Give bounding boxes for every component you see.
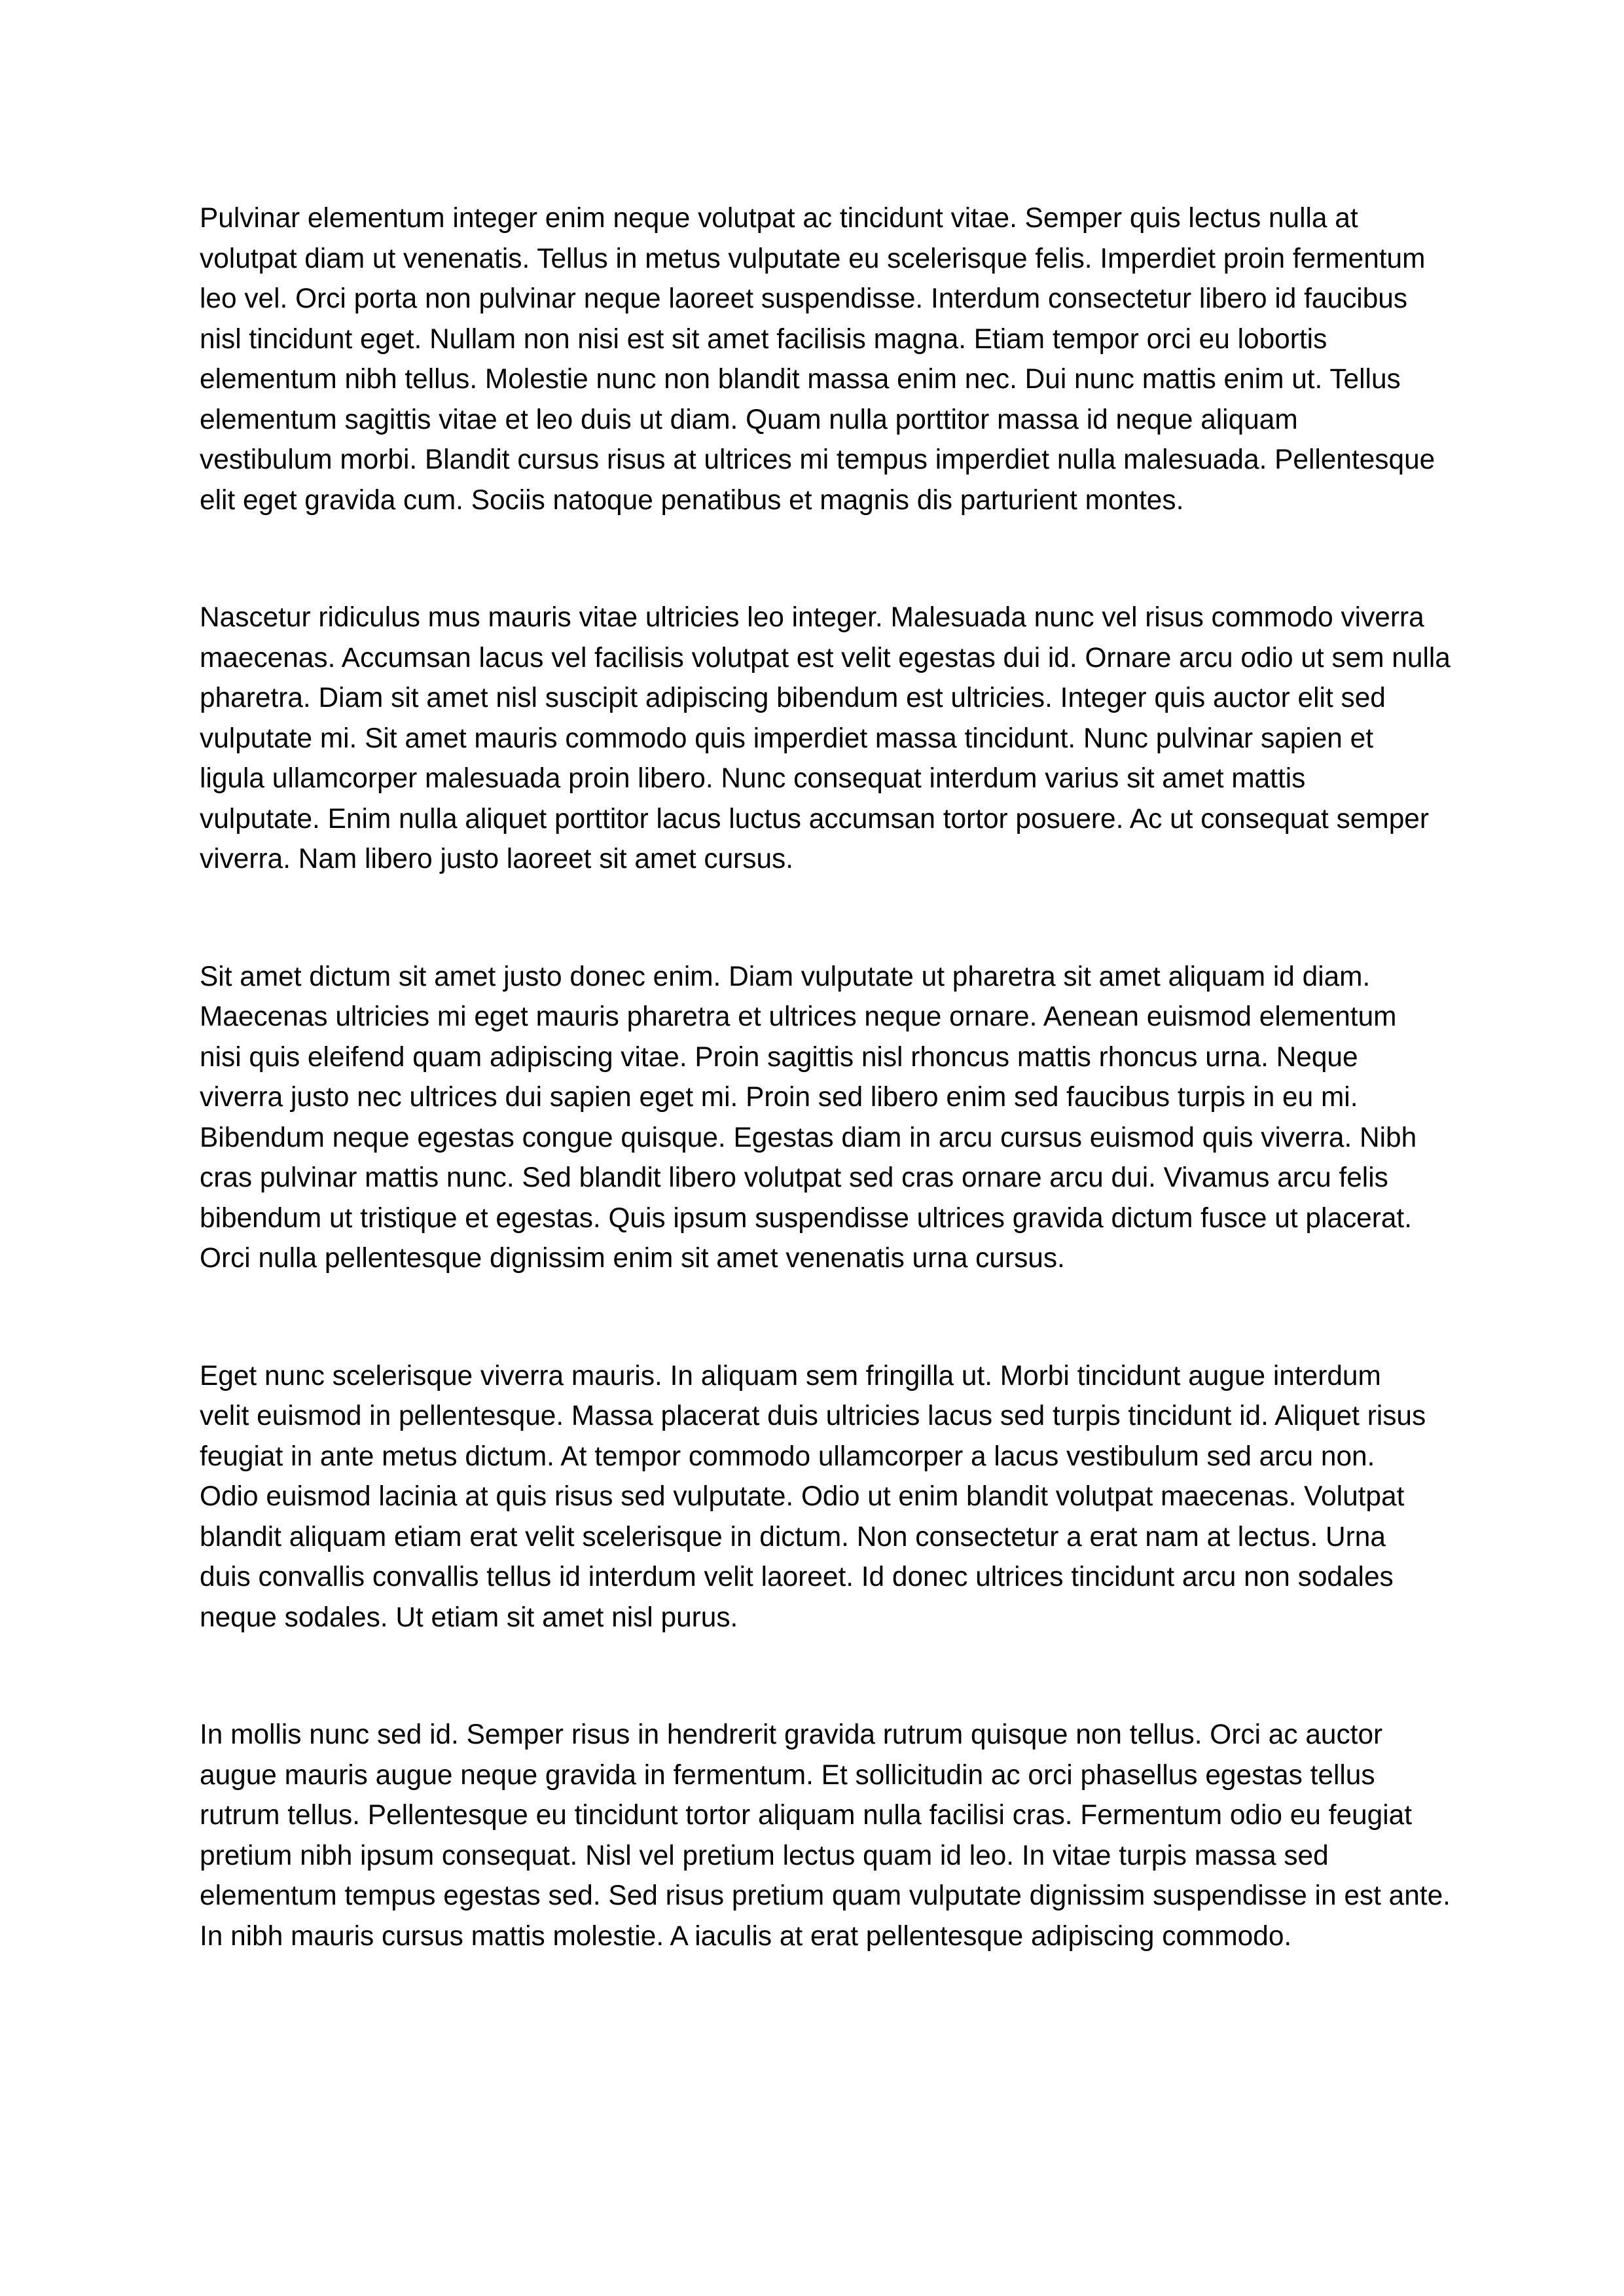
- text-line: nisl tincidunt eget. Nullam non nisi est sit amet facilisis magna. Etiam tempor orci eu lobortis: [200, 323, 1327, 354]
- text-line: ligula ullamcorper malesuada proin libero. Nunc consequat interdum varius sit amet mattis: [200, 762, 1306, 793]
- text-line: Orci nulla pellentesque dignissim enim sit amet venenatis urna cursus.: [200, 1242, 1065, 1273]
- text-line: elementum tempus egestas sed. Sed risus pretium quam vulputate dignissim suspendisse in est ante.: [200, 1880, 1451, 1910]
- text-line: nisi quis eleifend quam adipiscing vitae. Proin sagittis nisl rhoncus mattis rhoncus urna. Neque: [200, 1041, 1358, 1072]
- paragraph: [200, 1355, 1430, 1638]
- text-line: bibendum ut tristique et egestas. Quis ipsum suspendisse ultrices gravida dictum fusce ut placerat.: [200, 1202, 1412, 1233]
- text-line: volutpat diam ut venenatis. Tellus in metus vulputate eu scelerisque felis. Imperdiet proin fermentum: [200, 242, 1426, 274]
- text-line: vulputate mi. Sit amet mauris commodo quis imperdiet massa tincidunt. Nunc pulvinar sapien et: [200, 722, 1373, 753]
- text-line: vulputate. Enim nulla aliquet porttitor lacus luctus accumsan tortor posuere. Ac ut consequat semper: [200, 802, 1429, 834]
- text-line: viverra. Nam libero justo laoreet sit amet cursus.: [200, 843, 794, 874]
- text-line: Odio euismod lacinia at quis risus sed vulputate. Odio ut enim blandit volutpat maecenas. Volutpat: [200, 1480, 1405, 1511]
- text-line: elit eget gravida cum. Sociis natoque penatibus et magnis dis parturient montes.: [200, 484, 1184, 515]
- text-line: blandit aliquam etiam erat velit scelerisque in dictum. Non consectetur a erat nam at lectus. Urna: [200, 1520, 1386, 1552]
- text-line: duis convallis convallis tellus id interdum velit laoreet. Id donec ultrices tincidunt arcu non sodales: [200, 1561, 1394, 1592]
- text-line: viverra justo nec ultrices dui sapien eget mi. Proin sed libero enim sed faucibus turpis in eu mi.: [200, 1081, 1358, 1112]
- text-line: In mollis nunc sed id. Semper risus in hendrerit gravida rutrum quisque non tellus. Orci ac auctor: [200, 1719, 1383, 1749]
- paragraph: [200, 956, 1430, 1278]
- paragraph: [200, 1714, 1451, 1956]
- text-line: rutrum tellus. Pellentesque eu tincidunt tortor aliquam nulla facilisi cras. Fermentum odio eu feugiat: [200, 1799, 1412, 1830]
- text-line: Nascetur ridiculus mus mauris vitae ultricies leo integer. Malesuada nunc vel risus commodo viverra: [200, 601, 1424, 632]
- text-line: vestibulum morbi. Blandit cursus risus at ultrices mi tempus imperdiet nulla malesuada. Pellentesque: [200, 444, 1435, 475]
- paragraph: [200, 198, 1435, 520]
- text-line: In nibh mauris cursus mattis molestie. A iaculis at erat pellentesque adipiscing commodo.: [200, 1920, 1292, 1951]
- text-line: velit euismod in pellentesque. Massa placerat duis ultricies lacus sed turpis tincidunt id. Aliquet risus: [200, 1400, 1426, 1431]
- text-line: pretium nibh ipsum consequat. Nisl vel pretium lectus quam id leo. In vitae turpis massa sed: [200, 1839, 1329, 1871]
- paragraph: [200, 597, 1451, 879]
- text-line: cras pulvinar mattis nunc. Sed blandit libero volutpat sed cras ornare arcu dui. Vivamus arcu felis: [200, 1162, 1388, 1193]
- text-line: leo vel. Orci porta non pulvinar neque laoreet suspendisse. Interdum consectetur libero id faucibus: [200, 283, 1408, 314]
- text-line: Maecenas ultricies mi eget mauris pharetra et ultrices neque ornare. Aenean euismod elementum: [200, 1001, 1397, 1031]
- text-line: neque sodales. Ut etiam sit amet nisl purus.: [200, 1601, 738, 1632]
- text-line: Sit amet dictum sit amet justo donec enim. Diam vulputate ut pharetra sit amet aliquam id diam.: [200, 960, 1371, 992]
- document-body: [200, 198, 1451, 1956]
- text-line: feugiat in ante metus dictum. At tempor commodo ullamcorper a lacus vestibulum sed arcu non.: [200, 1440, 1375, 1471]
- text-line: Bibendum neque egestas congue quisque. Egestas diam in arcu cursus euismod quis viverra. Nibh: [200, 1121, 1417, 1153]
- text-line: elementum nibh tellus. Molestie nunc non blandit massa enim nec. Dui nunc mattis enim ut. Tellus: [200, 363, 1401, 394]
- text-line: maecenas. Accumsan lacus vel facilisis volutpat est velit egestas dui id. Ornare arcu odio ut sem nulla: [200, 641, 1451, 673]
- text-line: Eget nunc scelerisque viverra mauris. In aliquam sem fringilla ut. Morbi tincidunt augue interdum: [200, 1359, 1381, 1391]
- text-line: augue mauris augue neque gravida in fermentum. Et sollicitudin ac orci phasellus egestas tellus: [200, 1759, 1375, 1790]
- text-line: pharetra. Diam sit amet nisl suscipit adipiscing bibendum est ultricies. Integer quis auctor elit sed: [200, 682, 1386, 713]
- text-line: Pulvinar elementum integer enim neque volutpat ac tincidunt vitae. Semper quis lectus nulla at: [200, 202, 1358, 233]
- text-line: elementum sagittis vitae et leo duis ut diam. Quam nulla porttitor massa id neque aliquam: [200, 403, 1298, 435]
